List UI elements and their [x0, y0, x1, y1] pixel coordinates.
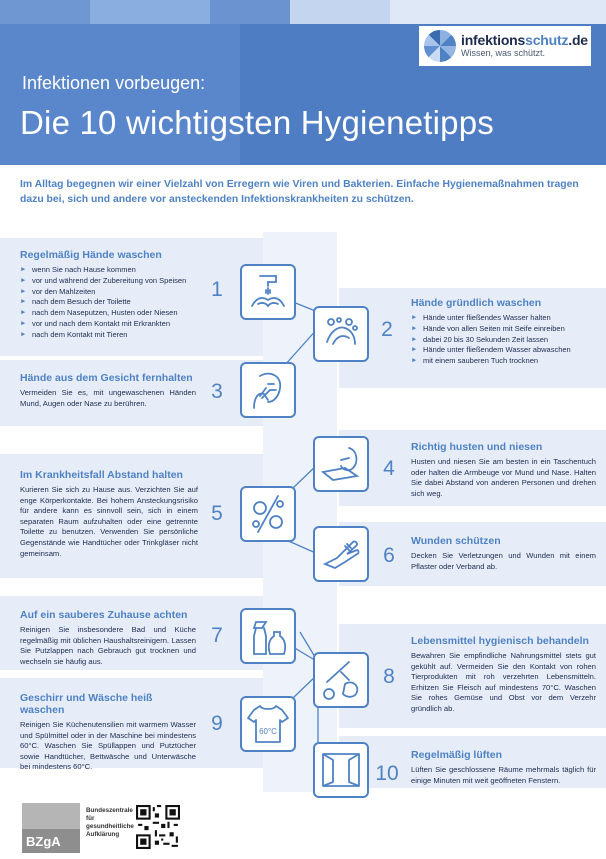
tip-6-text: Decken Sie Verletzungen und Wunden mit einem Pflaster oder Verband ab.	[411, 551, 596, 571]
list-item: ► Hände von allen Seiten mit Seife einreiben	[411, 324, 596, 335]
footer	[0, 795, 606, 859]
tip-5-text: Kurieren Sie sich zu Hause aus. Verzichten Sie auf enge Körperkontakte. Bei hohem Ansteckungsrisiko für andere kann es sinnvoll sein, sich in einem separaten Raum aufzuhalten oder eine getrennte Toilette zu benutzen. Verwenden Sie persönliche Gegenstände wie Handtücher oder Trinkgläser nicht gemeinsam.	[20, 485, 198, 558]
tip-6-number: 6	[383, 544, 395, 567]
tip-8-text: Bewahren Sie empfindliche Nahrungsmittel stets gut gekühlt auf. Vermeiden Sie den Kontakt von rohen Tierprodukten mit roh verzehrten Lebensmitteln. Erhitzen Sie Fleisch auf mindestens 70°C. Waschen Sie rohes Gemüse und Obst vor dem Verzehr gründlich ab.	[411, 651, 596, 713]
tip-9	[20, 692, 196, 773]
tip-7-text: Reinigen Sie insbesondere Bad und Küche regelmäßig mit üblichen Haushaltsreinigern. Lassen Sie Putzlappen nach Gebrauch gut trocknen und wechseln sie häufig aus.	[20, 625, 196, 666]
list-item: ► vor den Mahlzeiten	[20, 287, 260, 298]
tip-5-title: Im Krankheitsfall Abstand halten	[20, 469, 183, 481]
tip-7-title: Auf ein sauberes Zuhause achten	[20, 609, 188, 621]
tip-4-text: Husten und niesen Sie am besten in ein Taschentuch oder halten die Armbeuge vor Mund und Nase. Halten Sie dabei Abstand von anderen Personen und drehen sich weg.	[411, 457, 596, 498]
tip-8-title: Lebensmittel hygienisch behandeln	[411, 635, 589, 647]
logo-slogan: Wissen, was schützt.	[461, 48, 546, 58]
tip-4-title: Richtig husten und niesen	[411, 441, 543, 453]
tip-9-title: Geschirr und Wäsche heiß waschen	[20, 692, 153, 716]
tip-10-text: Lüften Sie geschlossene Räume mehrmals täglich für einige Minuten mit weit geöffneten Fenstern.	[411, 765, 596, 785]
tip-10-number: 10	[375, 762, 399, 785]
logo-brand: infektionsschutz.de	[461, 32, 588, 48]
umbrella-logo-icon	[423, 29, 457, 63]
tip-10	[411, 749, 596, 786]
list-item: ► wenn Sie nach Hause kommen	[20, 265, 260, 276]
list-item: ► mit einem sauberen Tuch trocknen	[411, 356, 596, 367]
bzga-logo[interactable]: BZgA	[22, 803, 80, 853]
header-banner	[0, 0, 606, 165]
tip-6	[411, 535, 596, 572]
intro-text: Im Alltag begegnen wir einer Vielzahl von Erregern wie Viren und Bakterien. Einfache Hygienemaßnahmen tragen dazu bei, sich und andere vor ansteckenden Infektionskrankheiten zu schützen.	[20, 179, 579, 205]
cleaning-bottles-icon	[240, 608, 296, 664]
list-item: ► Hände unter fließendes Wasser halten	[411, 313, 596, 324]
page-title: Die 10 wichtigsten Hygienetipps	[20, 104, 494, 141]
list-item: ► vor und nach dem Kontakt mit Erkrankten	[20, 319, 260, 330]
bandaged-hand-icon	[313, 526, 369, 582]
list-item: ► nach dem Besuch der Toilette	[20, 297, 260, 308]
tip-10-title: Regelmäßig lüften	[411, 749, 503, 761]
open-window-icon	[313, 742, 369, 798]
tip-2-title: Hände gründlich waschen	[411, 297, 542, 309]
list-item: ► nach dem Kontakt mit Tieren	[20, 330, 260, 341]
list-item: ► vor und während der Zubereitung von Speisen	[20, 276, 260, 287]
tip-1-number: 1	[211, 278, 223, 301]
list-item: ► dabei 20 bis 30 Sekunden Zeit lassen	[411, 335, 596, 346]
tip-1-title: Regelmäßig Hände waschen	[20, 249, 162, 261]
tip-1-list	[20, 265, 260, 341]
tip-5-number: 5	[211, 502, 223, 525]
list-item: ► Hände unter fließendem Wasser abwaschen	[411, 345, 596, 356]
tip-5	[20, 469, 198, 559]
faucet-hands-icon	[240, 264, 296, 320]
tshirt-60-icon	[240, 696, 296, 752]
qr-code-icon[interactable]	[136, 805, 180, 849]
header-band	[0, 24, 240, 165]
tshirt-label: 60°C	[259, 727, 277, 736]
tip-4-number: 4	[383, 457, 395, 480]
tip-9-number: 9	[211, 712, 223, 735]
tip-7	[20, 609, 196, 667]
bzga-name: Bundeszentrale für gesundheitliche Aufklärung	[86, 807, 134, 838]
tip-2-list	[411, 313, 596, 367]
tip-3	[20, 372, 196, 409]
food-icon	[313, 652, 369, 708]
tip-9-text: Reinigen Sie Küchenutensilien mit warmem Wasser und Spülmittel oder in der Maschine bei mindestens 60°C. Waschen Sie Spüllappen und Putztücher sowie Handtücher, Bettwäsche und Unterwäsche bei mindestens 60°C.	[20, 720, 196, 772]
tip-6-title: Wunden schützen	[411, 535, 501, 547]
tip-2	[411, 297, 596, 367]
tip-3-title: Hände aus dem Gesicht fernhalten	[20, 372, 193, 384]
tip-7-number: 7	[211, 624, 223, 647]
tips-area	[0, 232, 606, 792]
tip-8-number: 8	[383, 665, 395, 688]
germs-no-icon	[240, 486, 296, 542]
tip-2-number: 2	[381, 318, 393, 341]
tip-8	[411, 635, 596, 715]
header-top-strip	[0, 0, 606, 24]
tip-4	[411, 441, 596, 499]
infektionsschutz-logo[interactable]	[419, 26, 591, 66]
sneeze-elbow-icon	[313, 436, 369, 492]
page-subtitle: Infektionen vorbeugen:	[22, 73, 206, 93]
hand-face-icon	[240, 362, 296, 418]
tip-3-text: Vermeiden Sie es, mit ungewaschenen Händen Mund, Augen oder Nase zu berühren.	[20, 388, 196, 408]
soapy-hands-icon	[313, 306, 369, 362]
tip-3-number: 3	[211, 380, 223, 403]
list-item: ► nach dem Naseputzen, Husten oder Niesen	[20, 308, 260, 319]
